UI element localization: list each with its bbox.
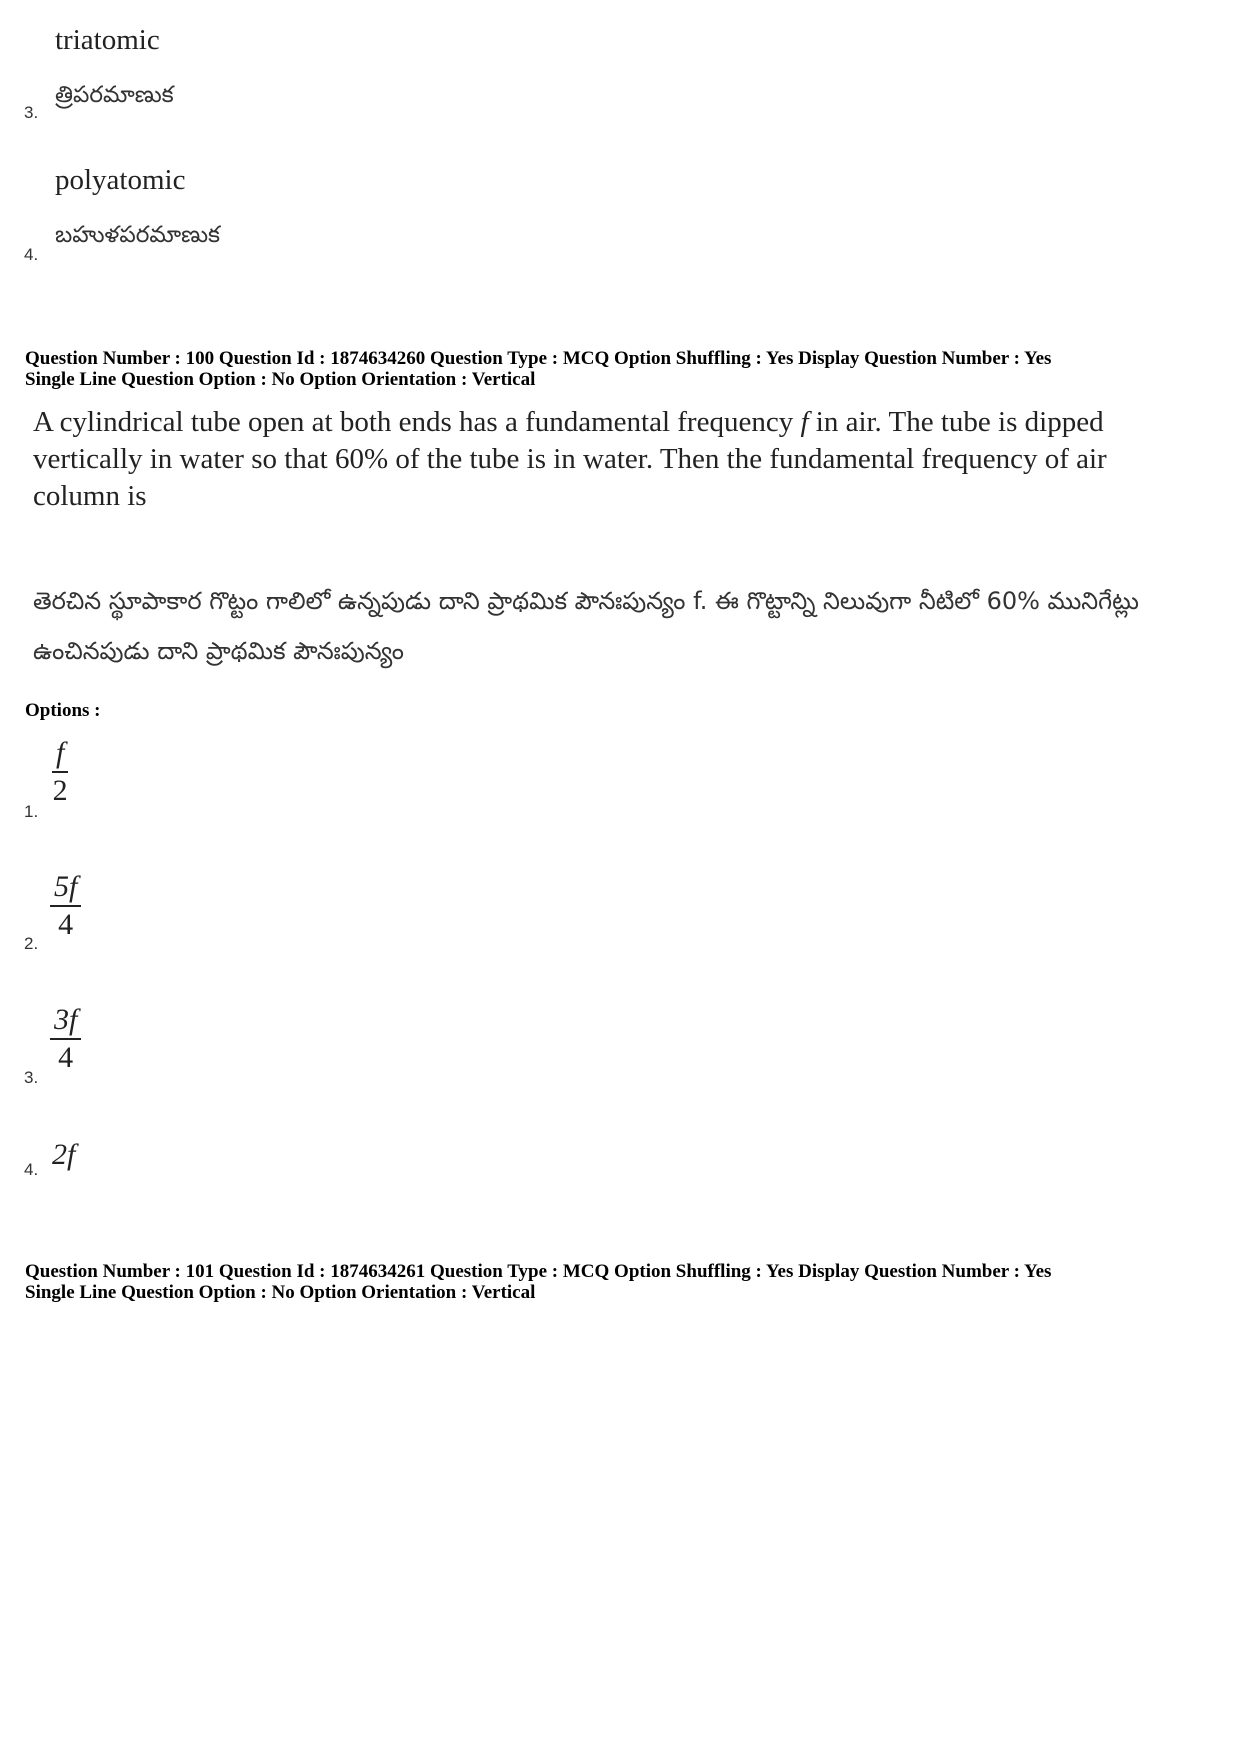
option-1-number: 1. (24, 802, 39, 821)
option-1-fraction (52, 738, 68, 806)
prev-option-3-english: triatomic (55, 24, 160, 56)
question-100-english-text (33, 404, 1163, 515)
prev-option-3-number: 3. (24, 103, 39, 122)
question-100-meta-line2: Single Line Question Option : No Option Orientation : Vertical (25, 369, 536, 390)
option-2-number: 2. (24, 934, 39, 953)
option-1-denominator: 2 (52, 774, 68, 807)
question-100-meta (25, 348, 1051, 390)
option-3-numerator: 3f (50, 1005, 81, 1040)
question-100-text-variable: f (800, 406, 809, 438)
option-3-denominator: 4 (58, 1041, 74, 1074)
option-3-number: 3. (24, 1068, 39, 1087)
question-101-meta-line2: Single Line Question Option : No Option Orientation : Vertical (25, 1282, 536, 1303)
option-2-numerator: 5f (50, 872, 81, 907)
question-101-meta (25, 1261, 1051, 1303)
question-100-telugu-text: తెరచిన స్థూపాకార గొట్టం గాలిలో ఉన్నపుడు దాని ప్రాథమిక పౌనఃపున్యం f. ఈ గొట్టాన్ని నిలువుగా నీటిలో 60% మునిగేట్లు ఉంచినపుడు దాని ప్రాథమిక పౌనఃపున్యం (33, 587, 1139, 665)
prev-option-4-number: 4. (24, 245, 39, 264)
question-100-meta-line1: Question Number : 100 Question Id : 1874634260 Question Type : MCQ Option Shuffling : Yes Display Question Number : Yes (25, 348, 1052, 369)
question-101-meta-line1: Question Number : 101 Question Id : 1874634261 Question Type : MCQ Option Shuffling : Yes Display Question Number : Yes (25, 1261, 1052, 1282)
option-1-numerator: f (52, 738, 68, 773)
prev-option-4-telugu: బహుళపరమాణుక (55, 222, 221, 248)
question-100-text-part2: in air. The tube is dipped vertically in water so that 60% of the tube is in water. Then the fundamental frequency of air column is (33, 406, 1107, 512)
prev-option-3-telugu: త్రిపరమాణుక (55, 82, 174, 108)
option-4-number: 4. (24, 1160, 39, 1179)
options-label: Options : (25, 700, 101, 721)
option-2-fraction (50, 872, 81, 940)
option-3-fraction (50, 1005, 81, 1073)
option-4-value: 2f (52, 1138, 76, 1171)
prev-option-4-english: polyatomic (55, 164, 186, 196)
option-2-denominator: 4 (58, 908, 74, 941)
question-100-text-part1: A cylindrical tube open at both ends has a fundamental frequency (33, 406, 801, 438)
